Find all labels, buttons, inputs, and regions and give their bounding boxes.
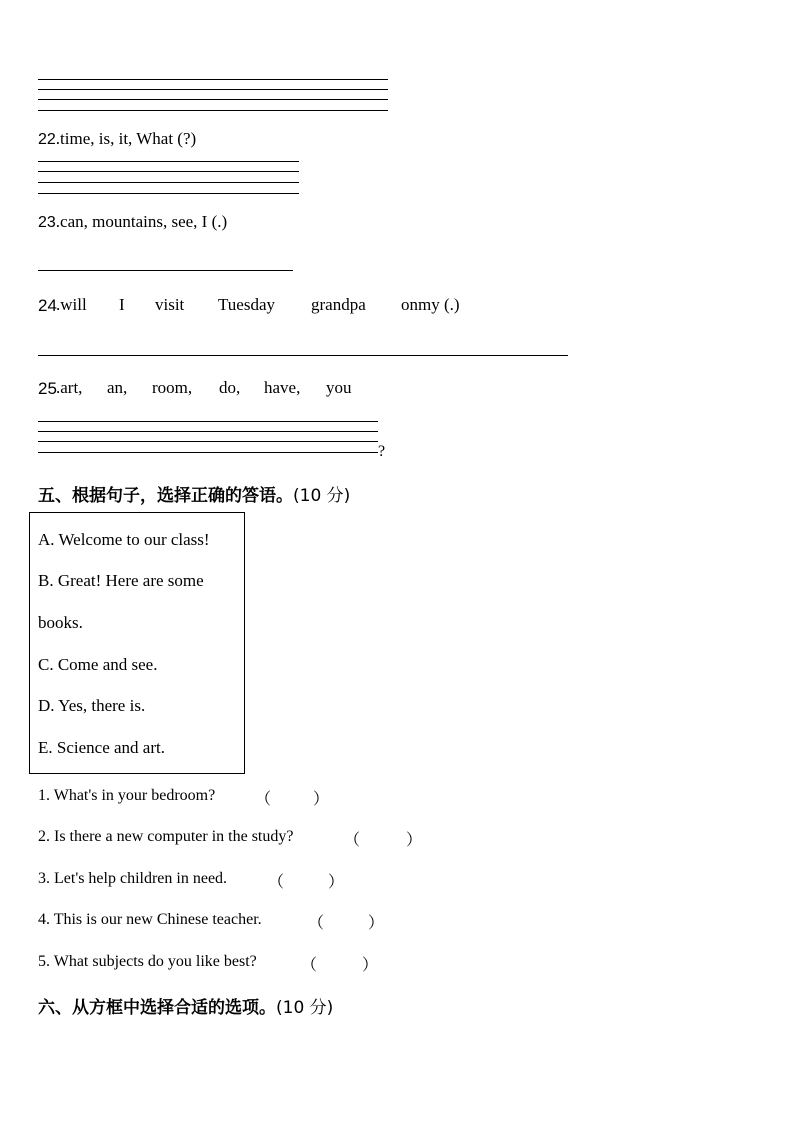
heading-points: (10 分) <box>293 486 351 506</box>
section-heading-6 <box>38 993 333 1018</box>
question-item-4: 4. This is our new Chinese teacher. <box>38 911 262 928</box>
question-number: 25 <box>38 379 57 398</box>
word-card: .will <box>56 295 87 314</box>
word-card: room, <box>152 378 193 397</box>
word-card: I <box>119 295 125 314</box>
question-item-1: 1. What's in your bedroom? <box>38 787 216 804</box>
word-card: onmy (.) <box>401 295 460 314</box>
answer-line <box>38 431 378 432</box>
heading-text: 五、根据句子，选择正确的答语。 <box>38 486 293 506</box>
answer-line <box>38 182 299 183</box>
question-22 <box>38 129 196 149</box>
answer-line <box>38 441 378 442</box>
question-item-5: 5. What subjects do you like best? <box>38 953 257 970</box>
question-item-3: 3. Let's help children in need. <box>38 870 228 887</box>
answer-paren-open[interactable]: （ <box>308 915 325 932</box>
answer-line <box>38 79 388 80</box>
answer-paren-close[interactable]: ） <box>406 832 423 849</box>
word-card: an, <box>107 378 128 397</box>
question-text: .can, mountains, see, I (.) <box>55 212 228 231</box>
question-number: 23 <box>38 214 56 231</box>
answer-paren-close[interactable]: ） <box>368 915 385 932</box>
question-item-2: 2. Is there a new computer in the study? <box>38 828 294 845</box>
answer-line <box>38 452 378 453</box>
heading-points: (10 分) <box>276 998 334 1018</box>
answer-line <box>38 193 299 194</box>
answer-paren-open[interactable]: （ <box>344 832 361 849</box>
options-box <box>29 512 245 774</box>
word-card: visit <box>155 295 185 314</box>
answer-paren-close[interactable]: ） <box>313 791 330 808</box>
answer-line <box>38 89 388 90</box>
answer-line <box>38 421 378 422</box>
answer-line <box>38 355 568 356</box>
word-card: grandpa <box>311 295 366 314</box>
option-a: A. Welcome to our class! <box>38 530 210 549</box>
section-heading-5 <box>38 481 350 506</box>
answer-line <box>38 161 299 162</box>
word-card: .art, <box>56 378 83 397</box>
word-card: have, <box>264 378 301 397</box>
answer-line <box>38 171 299 172</box>
word-card: Tuesday <box>218 295 275 314</box>
question-23 <box>38 212 227 232</box>
question-mark: ? <box>378 443 386 460</box>
answer-paren-close[interactable]: ） <box>362 957 379 974</box>
answer-paren-open[interactable]: （ <box>268 874 285 891</box>
question-text: .time, is, it, What (?) <box>55 129 197 148</box>
answer-paren-open[interactable]: （ <box>255 791 272 808</box>
option-c: C. Come and see. <box>38 655 158 674</box>
answer-line <box>38 99 388 100</box>
answer-paren-open[interactable]: （ <box>301 957 318 974</box>
answer-paren-close[interactable]: ） <box>328 874 345 891</box>
answer-line <box>38 270 293 271</box>
answer-line <box>38 110 388 111</box>
option-b-continued: books. <box>38 613 83 632</box>
question-number: 24 <box>38 296 57 315</box>
option-d: D. Yes, there is. <box>38 696 146 715</box>
heading-text: 六、从方框中选择合适的选项。 <box>38 998 276 1018</box>
word-card: you <box>326 378 352 397</box>
word-card: do, <box>219 378 241 397</box>
option-b: B. Great! Here are some <box>38 571 204 590</box>
option-e: E. Science and art. <box>38 738 165 757</box>
question-number: 22 <box>38 131 56 148</box>
